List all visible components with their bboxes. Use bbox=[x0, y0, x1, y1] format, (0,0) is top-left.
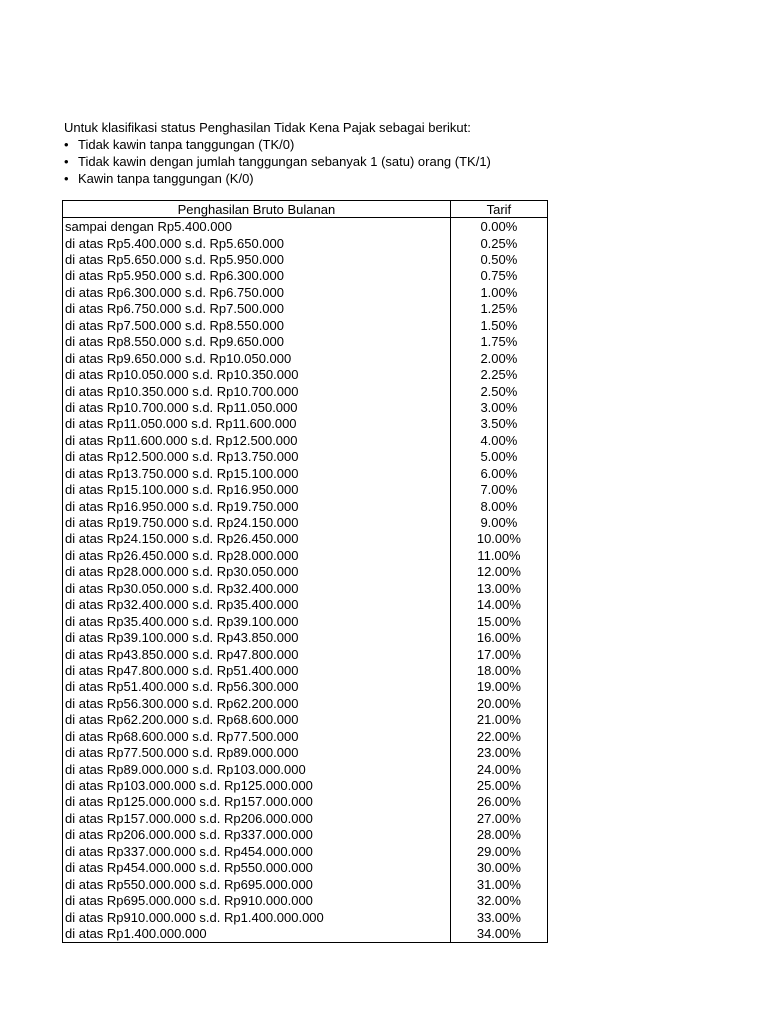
table-row bbox=[63, 580, 548, 596]
income-range-cell: sampai dengan Rp5.400.000 bbox=[63, 218, 451, 235]
income-range-cell: di atas Rp206.000.000 s.d. Rp337.000.000 bbox=[63, 827, 451, 843]
tax-rate-cell: 29.00% bbox=[450, 843, 547, 859]
tax-rate-cell: 2.50% bbox=[450, 383, 547, 399]
tax-rate-cell: 33.00% bbox=[450, 909, 547, 925]
table-row bbox=[63, 777, 548, 793]
intro-heading: Untuk klasifikasi status Penghasilan Tidak Kena Pajak sebagai berikut: bbox=[64, 120, 471, 135]
income-range-cell: di atas Rp77.500.000 s.d. Rp89.000.000 bbox=[63, 744, 451, 760]
tax-rate-cell: 7.00% bbox=[450, 481, 547, 497]
income-range-cell: di atas Rp157.000.000 s.d. Rp206.000.000 bbox=[63, 810, 451, 826]
tax-rate-cell: 22.00% bbox=[450, 728, 547, 744]
income-range-cell: di atas Rp910.000.000 s.d. Rp1.400.000.000 bbox=[63, 909, 451, 925]
table-row bbox=[63, 317, 548, 333]
table-row bbox=[63, 810, 548, 826]
table-row bbox=[63, 350, 548, 366]
tax-rate-cell: 1.00% bbox=[450, 284, 547, 300]
income-range-cell: di atas Rp47.800.000 s.d. Rp51.400.000 bbox=[63, 662, 451, 678]
tax-rate-cell: 0.25% bbox=[450, 235, 547, 251]
tax-rate-cell: 30.00% bbox=[450, 860, 547, 876]
table-row bbox=[63, 925, 548, 942]
status-list-item: • Tidak kawin tanpa tanggungan (TK/0) bbox=[64, 136, 491, 153]
tax-rate-cell: 23.00% bbox=[450, 744, 547, 760]
table-row bbox=[63, 679, 548, 695]
table-row bbox=[63, 531, 548, 547]
tax-rate-cell: 11.00% bbox=[450, 547, 547, 563]
table-row bbox=[63, 383, 548, 399]
status-list-item: • Kawin tanpa tanggungan (K/0) bbox=[64, 170, 491, 187]
tax-rate-cell: 8.00% bbox=[450, 498, 547, 514]
income-range-cell: di atas Rp51.400.000 s.d. Rp56.300.000 bbox=[63, 679, 451, 695]
tax-rate-cell: 20.00% bbox=[450, 695, 547, 711]
tax-rate-cell: 10.00% bbox=[450, 531, 547, 547]
income-range-cell: di atas Rp30.050.000 s.d. Rp32.400.000 bbox=[63, 580, 451, 596]
table-row bbox=[63, 366, 548, 382]
table-row bbox=[63, 744, 548, 760]
tax-rate-cell: 14.00% bbox=[450, 597, 547, 613]
income-range-cell: di atas Rp6.750.000 s.d. Rp7.500.000 bbox=[63, 301, 451, 317]
income-range-cell: di atas Rp89.000.000 s.d. Rp103.000.000 bbox=[63, 761, 451, 777]
tax-rate-cell: 18.00% bbox=[450, 662, 547, 678]
tax-rate-cell: 9.00% bbox=[450, 514, 547, 530]
table-row bbox=[63, 728, 548, 744]
table-row bbox=[63, 876, 548, 892]
income-range-cell: di atas Rp10.350.000 s.d. Rp10.700.000 bbox=[63, 383, 451, 399]
tax-rate-cell: 12.00% bbox=[450, 564, 547, 580]
income-range-cell: di atas Rp24.150.000 s.d. Rp26.450.000 bbox=[63, 531, 451, 547]
table-row bbox=[63, 892, 548, 908]
tax-rate-cell: 21.00% bbox=[450, 712, 547, 728]
table-row bbox=[63, 465, 548, 481]
income-range-cell: di atas Rp15.100.000 s.d. Rp16.950.000 bbox=[63, 481, 451, 497]
tax-rate-cell: 1.75% bbox=[450, 334, 547, 350]
tax-rate-cell: 15.00% bbox=[450, 613, 547, 629]
table-row bbox=[63, 794, 548, 810]
income-range-cell: di atas Rp5.650.000 s.d. Rp5.950.000 bbox=[63, 251, 451, 267]
income-range-cell: di atas Rp7.500.000 s.d. Rp8.550.000 bbox=[63, 317, 451, 333]
income-range-cell: di atas Rp32.400.000 s.d. Rp35.400.000 bbox=[63, 597, 451, 613]
table-row bbox=[63, 547, 548, 563]
table-row bbox=[63, 827, 548, 843]
tax-rate-cell: 0.00% bbox=[450, 218, 547, 235]
table-row bbox=[63, 646, 548, 662]
table-row bbox=[63, 334, 548, 350]
tax-rate-cell: 19.00% bbox=[450, 679, 547, 695]
column-header-rate: Tarif bbox=[450, 201, 547, 218]
income-range-cell: di atas Rp5.400.000 s.d. Rp5.650.000 bbox=[63, 235, 451, 251]
table-row bbox=[63, 761, 548, 777]
income-range-cell: di atas Rp26.450.000 s.d. Rp28.000.000 bbox=[63, 547, 451, 563]
income-range-cell: di atas Rp454.000.000 s.d. Rp550.000.000 bbox=[63, 860, 451, 876]
table-row bbox=[63, 629, 548, 645]
table-row bbox=[63, 416, 548, 432]
table-row bbox=[63, 909, 548, 925]
table-row bbox=[63, 564, 548, 580]
table-row bbox=[63, 695, 548, 711]
income-range-cell: di atas Rp43.850.000 s.d. Rp47.800.000 bbox=[63, 646, 451, 662]
income-range-cell: di atas Rp337.000.000 s.d. Rp454.000.000 bbox=[63, 843, 451, 859]
tax-rate-cell: 3.00% bbox=[450, 399, 547, 415]
status-list-item: • Tidak kawin dengan jumlah tanggungan sebanyak 1 (satu) orang (TK/1) bbox=[64, 153, 491, 170]
income-range-cell: di atas Rp56.300.000 s.d. Rp62.200.000 bbox=[63, 695, 451, 711]
table-row bbox=[63, 268, 548, 284]
tax-rate-cell: 5.00% bbox=[450, 449, 547, 465]
tax-rate-cell: 17.00% bbox=[450, 646, 547, 662]
income-range-cell: di atas Rp11.600.000 s.d. Rp12.500.000 bbox=[63, 432, 451, 448]
tax-rate-cell: 2.00% bbox=[450, 350, 547, 366]
income-range-cell: di atas Rp10.050.000 s.d. Rp10.350.000 bbox=[63, 366, 451, 382]
tax-rate-cell: 24.00% bbox=[450, 761, 547, 777]
tax-rate-cell: 25.00% bbox=[450, 777, 547, 793]
income-range-cell: di atas Rp1.400.000.000 bbox=[63, 925, 451, 942]
tax-rate-cell: 1.50% bbox=[450, 317, 547, 333]
tax-rate-cell: 6.00% bbox=[450, 465, 547, 481]
income-range-cell: di atas Rp5.950.000 s.d. Rp6.300.000 bbox=[63, 268, 451, 284]
table-row bbox=[63, 284, 548, 300]
income-range-cell: di atas Rp62.200.000 s.d. Rp68.600.000 bbox=[63, 712, 451, 728]
status-list bbox=[64, 136, 491, 187]
table-body bbox=[63, 218, 548, 942]
income-range-cell: di atas Rp35.400.000 s.d. Rp39.100.000 bbox=[63, 613, 451, 629]
tax-rate-cell: 1.25% bbox=[450, 301, 547, 317]
table-row bbox=[63, 860, 548, 876]
table-row bbox=[63, 712, 548, 728]
intro-section bbox=[64, 119, 491, 187]
table-row bbox=[63, 449, 548, 465]
income-range-cell: di atas Rp13.750.000 s.d. Rp15.100.000 bbox=[63, 465, 451, 481]
income-range-cell: di atas Rp16.950.000 s.d. Rp19.750.000 bbox=[63, 498, 451, 514]
tax-rate-cell: 26.00% bbox=[450, 794, 547, 810]
table-row bbox=[63, 662, 548, 678]
tax-rate-cell: 0.50% bbox=[450, 251, 547, 267]
tax-rate-cell: 34.00% bbox=[450, 925, 547, 942]
income-range-cell: di atas Rp68.600.000 s.d. Rp77.500.000 bbox=[63, 728, 451, 744]
tax-rate-table bbox=[62, 200, 548, 943]
tax-rate-cell: 16.00% bbox=[450, 629, 547, 645]
table-row bbox=[63, 597, 548, 613]
income-range-cell: di atas Rp9.650.000 s.d. Rp10.050.000 bbox=[63, 350, 451, 366]
income-range-cell: di atas Rp550.000.000 s.d. Rp695.000.000 bbox=[63, 876, 451, 892]
income-range-cell: di atas Rp10.700.000 s.d. Rp11.050.000 bbox=[63, 399, 451, 415]
table-row bbox=[63, 432, 548, 448]
income-range-cell: di atas Rp12.500.000 s.d. Rp13.750.000 bbox=[63, 449, 451, 465]
tax-rate-cell: 28.00% bbox=[450, 827, 547, 843]
tax-rate-cell: 32.00% bbox=[450, 892, 547, 908]
tax-rate-cell: 13.00% bbox=[450, 580, 547, 596]
table-row bbox=[63, 235, 548, 251]
income-range-cell: di atas Rp103.000.000 s.d. Rp125.000.000 bbox=[63, 777, 451, 793]
income-range-cell: di atas Rp39.100.000 s.d. Rp43.850.000 bbox=[63, 629, 451, 645]
income-range-cell: di atas Rp8.550.000 s.d. Rp9.650.000 bbox=[63, 334, 451, 350]
table-row bbox=[63, 498, 548, 514]
table-row bbox=[63, 301, 548, 317]
column-header-income: Penghasilan Bruto Bulanan bbox=[63, 201, 451, 218]
table-header-row bbox=[63, 201, 548, 218]
tax-rate-cell: 27.00% bbox=[450, 810, 547, 826]
tax-rate-cell: 0.75% bbox=[450, 268, 547, 284]
income-range-cell: di atas Rp28.000.000 s.d. Rp30.050.000 bbox=[63, 564, 451, 580]
table-row bbox=[63, 613, 548, 629]
tax-rate-cell: 2.25% bbox=[450, 366, 547, 382]
tax-rate-cell: 3.50% bbox=[450, 416, 547, 432]
table-row bbox=[63, 399, 548, 415]
table-row bbox=[63, 218, 548, 235]
tax-rate-cell: 4.00% bbox=[450, 432, 547, 448]
income-range-cell: di atas Rp19.750.000 s.d. Rp24.150.000 bbox=[63, 514, 451, 530]
income-range-cell: di atas Rp6.300.000 s.d. Rp6.750.000 bbox=[63, 284, 451, 300]
income-range-cell: di atas Rp695.000.000 s.d. Rp910.000.000 bbox=[63, 892, 451, 908]
income-range-cell: di atas Rp125.000.000 s.d. Rp157.000.000 bbox=[63, 794, 451, 810]
income-range-cell: di atas Rp11.050.000 s.d. Rp11.600.000 bbox=[63, 416, 451, 432]
table-row bbox=[63, 843, 548, 859]
table-row bbox=[63, 481, 548, 497]
tax-rate-cell: 31.00% bbox=[450, 876, 547, 892]
table-row bbox=[63, 251, 548, 267]
table-row bbox=[63, 514, 548, 530]
